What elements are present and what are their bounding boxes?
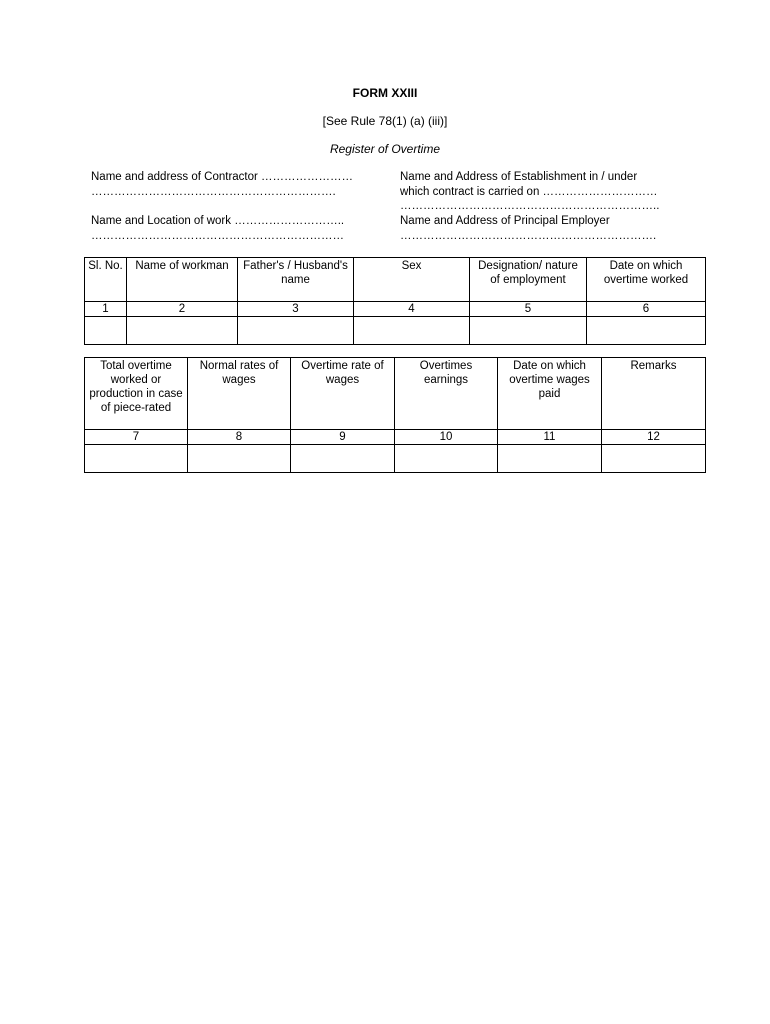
col-header-sex: Sex bbox=[354, 258, 470, 302]
contractor-label: Name and address of Contractor …………………… bbox=[91, 171, 354, 183]
entry-cell-workman-name bbox=[127, 317, 238, 345]
table2-column-number-row bbox=[85, 430, 706, 445]
col-header-remarks: Remarks bbox=[602, 358, 706, 430]
overtime-register-table-2 bbox=[84, 357, 706, 473]
column-number: 2 bbox=[127, 302, 238, 317]
entry-cell-designation bbox=[470, 317, 587, 345]
col-header-designation: Designation/ nature of employment bbox=[470, 258, 587, 302]
entry-cell-sex bbox=[354, 317, 470, 345]
col-header-workman-name: Name of workman bbox=[127, 258, 238, 302]
location-field bbox=[91, 214, 391, 243]
column-number: 5 bbox=[470, 302, 587, 317]
entry-cell-sl-no bbox=[85, 317, 127, 345]
register-title: Register of Overtime bbox=[329, 142, 441, 156]
column-number: 6 bbox=[587, 302, 706, 317]
entry-cell-remarks bbox=[602, 445, 706, 473]
principal-employer-field bbox=[400, 214, 700, 243]
column-number: 7 bbox=[85, 430, 188, 445]
form-title: FORM XXIII bbox=[352, 86, 418, 100]
column-number: 3 bbox=[238, 302, 354, 317]
table1-entry-row bbox=[85, 317, 706, 345]
table2-header-row bbox=[85, 358, 706, 430]
contractor-field bbox=[91, 170, 391, 199]
column-number: 4 bbox=[354, 302, 470, 317]
principal-employer-label: Name and Address of Principal Employer bbox=[400, 215, 610, 227]
principal-employer-blank-line: …………………………………………………………. bbox=[400, 229, 657, 242]
col-header-normal-rates: Normal rates of wages bbox=[188, 358, 291, 430]
column-number: 12 bbox=[602, 430, 706, 445]
table1-column-number-row bbox=[85, 302, 706, 317]
establishment-label: Name and Address of Establishment in / under bbox=[400, 171, 638, 183]
table2-entry-row bbox=[85, 445, 706, 473]
location-label: Name and Location of work ……………………….. bbox=[91, 215, 345, 227]
column-number: 11 bbox=[498, 430, 602, 445]
establishment-blank-line: ………………………………………………………….. bbox=[400, 200, 660, 212]
col-header-date-overtime-worked: Date on which overtime worked bbox=[587, 258, 706, 302]
column-number: 8 bbox=[188, 430, 291, 445]
entry-cell-overtime-rate bbox=[291, 445, 395, 473]
entry-cell-father-husband-name bbox=[238, 317, 354, 345]
col-header-father-husband-name: Father's / Husband's name bbox=[238, 258, 354, 302]
entry-cell-overtime-earnings bbox=[395, 445, 498, 473]
establishment-label-cont: which contract is carried on ………………………… bbox=[400, 185, 658, 198]
col-header-total-overtime: Total overtime worked or production in case of piece-rated bbox=[85, 358, 188, 430]
column-number: 10 bbox=[395, 430, 498, 445]
col-header-overtime-earnings: Overtimes earnings bbox=[395, 358, 498, 430]
location-blank-line: ………………………………………………………… bbox=[91, 229, 344, 242]
entry-cell-date-wages-paid bbox=[498, 445, 602, 473]
rule-reference: [See Rule 78(1) (a) (iii)] bbox=[322, 114, 448, 128]
col-header-overtime-rate: Overtime rate of wages bbox=[291, 358, 395, 430]
col-header-sl-no: Sl. No. bbox=[85, 258, 127, 302]
establishment-field bbox=[400, 170, 700, 214]
column-number: 1 bbox=[85, 302, 127, 317]
column-number: 9 bbox=[291, 430, 395, 445]
col-header-date-wages-paid: Date on which overtime wages paid bbox=[498, 358, 602, 430]
entry-cell-total-overtime bbox=[85, 445, 188, 473]
contractor-blank-line: ………………………………………………………. bbox=[91, 185, 336, 198]
entry-cell-date-overtime-worked bbox=[587, 317, 706, 345]
overtime-register-table-1 bbox=[84, 257, 706, 345]
table1-header-row bbox=[85, 258, 706, 302]
entry-cell-normal-rates bbox=[188, 445, 291, 473]
